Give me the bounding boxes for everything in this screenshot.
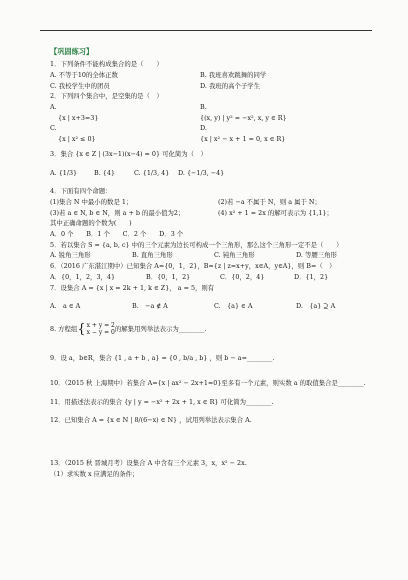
- q4-prop-1: (1)集合 N 中最小的数是 1；: [50, 197, 133, 206]
- q2-option-a: {x | x+3=3}: [58, 113, 99, 122]
- q2-options-row2: [50, 136, 380, 142]
- q7-option-c: C. {a} ∈ A: [214, 302, 253, 311]
- q5-option-a: A. 锐角三角形: [50, 251, 91, 260]
- q4-ask: 其中正确命题的个数为( ): [50, 219, 132, 228]
- q4-prop-2: (2)若 −a 不属于 N，则 a 属于 N；: [218, 197, 321, 206]
- q3-stem-set: {x ∈ Z | (3x−1)(x−4) = 0}: [75, 149, 161, 158]
- q7-stem-a: a = 5: [177, 283, 196, 292]
- q6-option-c: C．{0，2，4}: [220, 272, 265, 281]
- q6-option-a: A．{0，1，2，3，4}: [50, 272, 116, 281]
- q2-label-c: C.: [50, 124, 57, 133]
- q2-label-d: D.: [200, 124, 207, 133]
- q8-equation-2: x − y = 0: [86, 329, 115, 337]
- header-rule: [40, 30, 372, 31]
- q6-option-b: B．{0，1，2}: [146, 272, 191, 281]
- q4-prop-4: (4) x² + 1 = 2x 的解可表示为 {1,1}；: [218, 208, 333, 217]
- q9-text-post: ，则 b − a=________.: [209, 354, 275, 363]
- q10-stem: 10．（2015 秋 上海期中）若集合 A={x | ax² − 2x+1=0}至多有一个元素，则实数 a 的取值集合是________.: [50, 378, 366, 387]
- q7-stem-comma: ，: [169, 283, 176, 292]
- q9-set-2: {0 , b/a , b}: [168, 354, 208, 363]
- q5-stem-post: 中的三个元素为边长可构成一个三角形，那么这个三角形一定不是（ ）: [131, 240, 343, 249]
- q2-option-d: {x | x² − x + 1 = 0, x ∈ R}: [200, 135, 286, 144]
- q12-stem: [50, 417, 380, 423]
- q6-options: [50, 274, 380, 280]
- q3-stem-pre: 3．集合: [50, 149, 74, 158]
- q4-prop-3: (3)若 a ∈ N, b ∈ N，则 a + b 的最小值为2；: [50, 208, 185, 217]
- q2-label-a: A.: [50, 103, 57, 112]
- q7-stem: [50, 285, 380, 291]
- q11-stem-pre: 11．用描述法表示的集合: [50, 397, 123, 406]
- q3-option-c: C. {1/3, 4}: [134, 168, 170, 177]
- q1-stem: 1．下列条件不能构成集合的是（ ）: [50, 60, 163, 69]
- q7-stem-set: A = {x | x = 2k + 1, k ∈ Z}: [81, 283, 170, 292]
- q8-suffix: 的解集用列举法表示为________.: [114, 325, 207, 334]
- q2-option-b: {(x, y) | y² = −x², x, y ∈ R}: [200, 113, 287, 122]
- q3-options: [50, 170, 380, 176]
- q7-option-d: D. {a} ⊇ A: [296, 302, 336, 311]
- q8-prefix: 8. 方程组: [50, 325, 78, 334]
- q4-options: A．0 个 B．1 个 C．2 个 D．3 个: [50, 230, 184, 239]
- q9-text-pre: 9．设 a，b∈R，集合: [50, 354, 112, 363]
- q5-stem-pre: 5．若以集合: [50, 240, 87, 249]
- q7-option-a: A. a ∈ A: [50, 302, 81, 311]
- q1-option-a: A. 不等于10的全体正数: [50, 70, 118, 79]
- q8-equation-system: { x + y = 2 x − y = 0: [77, 321, 115, 337]
- exercise-content: [50, 48, 380, 481]
- q11-stem: [50, 399, 380, 405]
- q12-stem-set: A = {x ∈ N | 8/(6−x) ∈ N}: [92, 416, 178, 425]
- q4-props-row2: [50, 210, 380, 216]
- q6-option-d: D．{1，2}: [294, 272, 329, 281]
- q5-options: [50, 252, 380, 258]
- q13-stem: 13．（2015 秋 晋城月考）设集合 A 中含有三个元素 3，x，x² − 2x.: [50, 459, 247, 468]
- q6-stem: 6．（2016 广东湛江期中）已知集合 A={0，1，2}，B={z | z=x+y，x∈A，y∈A}，则 B=（ ）: [50, 262, 336, 271]
- q7-stem-post: ，则有: [195, 283, 215, 292]
- q12-stem-post: ，试用列举法表示集合 A.: [179, 416, 252, 425]
- q4-props-row1: [50, 199, 380, 205]
- q5-option-c: C. 钝角三角形: [214, 251, 255, 260]
- q1-option-d: D. 我班的高个子学生: [200, 81, 261, 90]
- q5-option-b: B. 直角三角形: [132, 251, 173, 260]
- q2-stem: 2．下列四个集合中，是空集的是（ ）: [50, 92, 163, 101]
- q13-sub-1: （1）求实数 x 应满足的条件；: [50, 469, 139, 478]
- q3-stem: [50, 151, 380, 157]
- q5-option-d: D. 等腰三角形: [296, 251, 337, 260]
- q9-stem: [50, 355, 380, 361]
- q3-option-b: B. {4}: [94, 168, 115, 177]
- q11-stem-post: 可化简为________.: [220, 397, 274, 406]
- q9-set-1: {1 , a + b , a}: [113, 354, 160, 363]
- q3-option-a: A. {1/3}: [50, 168, 78, 177]
- q9-equals: =: [159, 354, 169, 363]
- q11-stem-set: {y | y = −x² + 2x + 1, x ∈ R}: [124, 397, 219, 406]
- q1-options-row2: [50, 83, 380, 89]
- q7-options: [50, 303, 380, 309]
- q1-options-row1: [50, 72, 380, 78]
- section-title: 【巩固练习】: [50, 47, 94, 56]
- q5-stem-set: S = {a, b, c}: [88, 240, 130, 249]
- q1-option-c: C. 我校学生中的团员: [50, 81, 110, 90]
- q2-option-c: {x | x² ≤ 0}: [58, 135, 96, 144]
- q1-option-b: B. 我班喜欢跳舞的同学: [200, 70, 267, 79]
- q2-label-b: B.: [200, 103, 207, 112]
- q7-stem-pre: 7．设集合: [50, 283, 80, 292]
- q7-option-b: B. −a ∉ A: [132, 302, 168, 311]
- q2-labels-row2: [50, 125, 380, 131]
- q5-stem: [50, 242, 380, 248]
- q3-option-d: D. {−1/3, −4}: [178, 168, 225, 177]
- q8-stem: [50, 322, 380, 337]
- q12-stem-pre: 12．已知集合: [50, 416, 91, 425]
- q2-labels-row1: [50, 104, 380, 110]
- q2-options-row1: [50, 115, 380, 121]
- q4-stem: 4．下面有四个命题：: [50, 187, 112, 196]
- q3-stem-post: 可化简为（ ）: [162, 149, 207, 158]
- q8-equation-1: x + y = 2: [86, 321, 115, 329]
